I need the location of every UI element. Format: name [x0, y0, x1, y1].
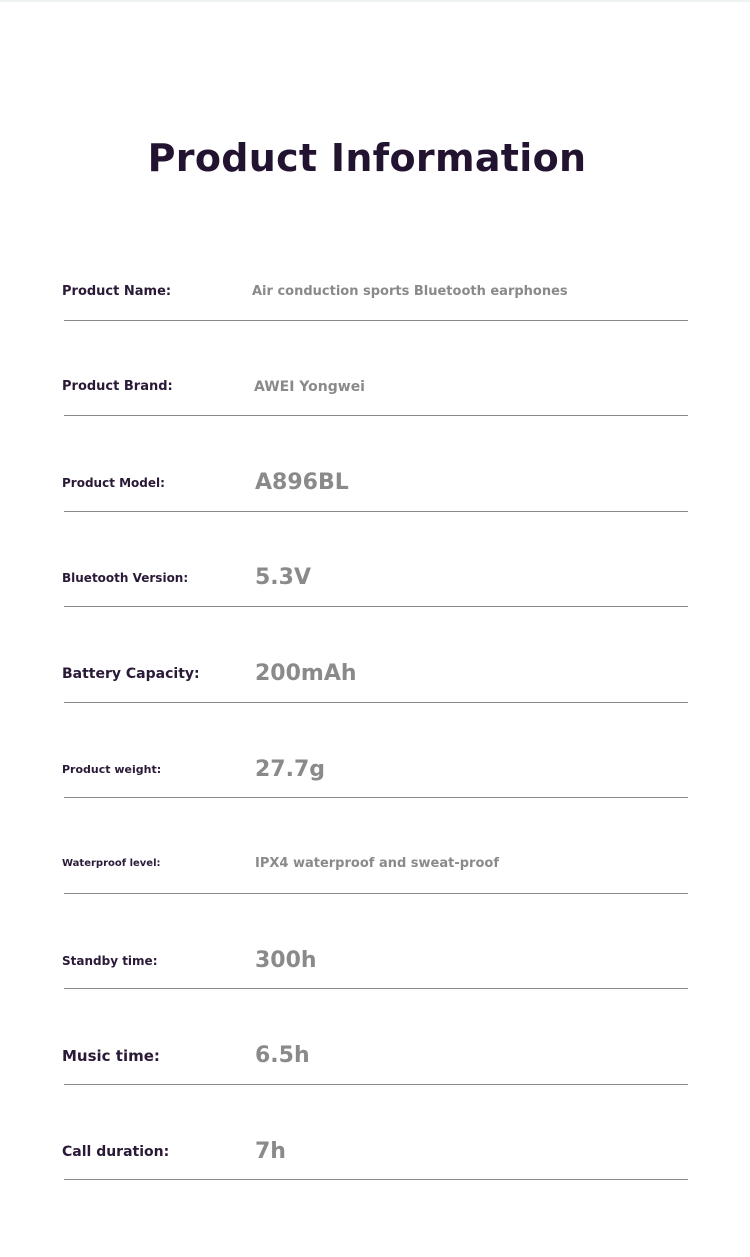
spec-label: Product Brand:	[62, 379, 173, 394]
spec-row-battery-capacity	[0, 654, 750, 694]
spec-divider	[64, 415, 688, 416]
spec-divider	[64, 702, 688, 703]
spec-label: Music time:	[62, 1047, 160, 1065]
spec-value: IPX4 waterproof and sweat-proof	[255, 856, 499, 871]
spec-value: Air conduction sports Bluetooth earphones	[252, 284, 568, 299]
spec-divider	[64, 1179, 688, 1180]
page-title: Product Information	[147, 136, 587, 181]
spec-value: 6.5h	[255, 1043, 310, 1068]
spec-row-product-model	[0, 463, 750, 503]
spec-label: Standby time:	[62, 954, 158, 968]
spec-value: 200mAh	[255, 661, 357, 686]
spec-label: Bluetooth Version:	[62, 571, 189, 585]
spec-row-product-name	[0, 272, 750, 312]
spec-label: Product Name:	[62, 284, 172, 299]
spec-row-bluetooth-version	[0, 558, 750, 598]
spec-value: A896BL	[255, 470, 349, 495]
spec-divider	[64, 797, 688, 798]
spec-value: 27.7g	[255, 757, 326, 782]
spec-row-product-brand	[0, 367, 750, 407]
spec-divider	[64, 1084, 688, 1085]
spec-row-call-duration	[0, 1132, 750, 1172]
spec-label: Battery Capacity:	[62, 666, 200, 682]
spec-label: Product weight:	[62, 763, 162, 776]
spec-row-music-time	[0, 1036, 750, 1076]
spec-label: Product Model:	[62, 476, 165, 490]
spec-divider	[64, 606, 688, 607]
spec-value: 5.3V	[255, 565, 311, 590]
spec-label: Waterproof level:	[62, 858, 161, 869]
spec-divider	[64, 988, 688, 989]
spec-value: AWEI Yongwei	[254, 379, 365, 395]
spec-label: Call duration:	[62, 1144, 170, 1160]
spec-divider	[64, 511, 688, 512]
spec-divider	[64, 893, 688, 894]
spec-value: 7h	[255, 1139, 286, 1164]
spec-row-waterproof-level	[0, 844, 750, 884]
spec-divider	[64, 320, 688, 321]
spec-value: 300h	[255, 948, 317, 973]
spec-row-product-weight	[0, 750, 750, 790]
spec-row-standby-time	[0, 941, 750, 981]
